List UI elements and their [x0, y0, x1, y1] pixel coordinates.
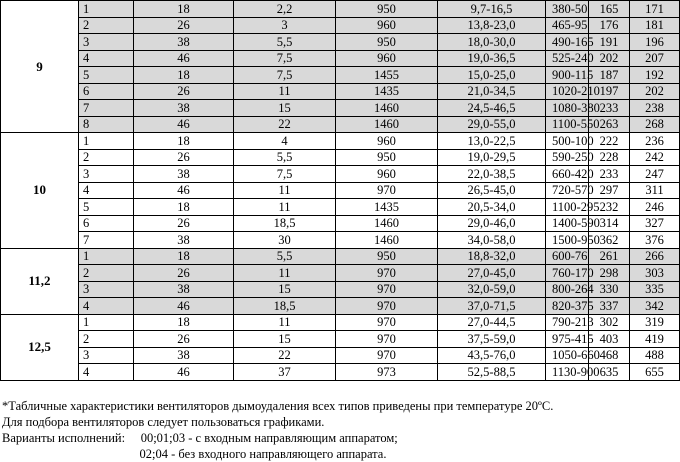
- mass-a-cell: 314: [589, 215, 630, 232]
- rpm-cell: 1460: [336, 232, 438, 249]
- pressure-range-cell: 1100-550: [546, 116, 589, 133]
- rpm-cell: 970: [336, 182, 438, 199]
- power-cell: 18,5: [234, 215, 336, 232]
- mass-b-cell: 327: [630, 215, 680, 232]
- mass-a-cell: 362: [589, 232, 630, 249]
- mass-b-cell: 335: [630, 281, 680, 298]
- variant-number-cell: 4: [79, 364, 134, 381]
- mass-a-cell: 233: [589, 100, 630, 117]
- flow-range-cell: 20,5-34,0: [438, 199, 546, 216]
- flow-range-cell: 22,0-38,5: [438, 166, 546, 183]
- mass-b-cell: 207: [630, 50, 680, 67]
- power-cell: 7,5: [234, 50, 336, 67]
- footnote-variants-2: 02;04 - без входного направляющего аппарата.: [2, 447, 387, 461]
- flow-range-cell: 21,0-34,5: [438, 83, 546, 100]
- rpm-cell: 960: [336, 166, 438, 183]
- flow-range-cell: 18,0-30,0: [438, 34, 546, 51]
- mass-b-cell: 181: [630, 17, 680, 34]
- table-row: [1, 34, 680, 51]
- rpm-cell: 950: [336, 1, 438, 18]
- variant-number-cell: 7: [79, 100, 134, 117]
- pressure-cell: 18: [134, 199, 234, 216]
- pressure-cell: 38: [134, 166, 234, 183]
- variant-number-cell: 3: [79, 34, 134, 51]
- variant-number-cell: 2: [79, 331, 134, 348]
- pressure-cell: 38: [134, 34, 234, 51]
- mass-b-cell: 342: [630, 298, 680, 315]
- table-row: [1, 50, 680, 67]
- fan-size-cell: 10: [1, 133, 79, 249]
- flow-range-cell: 37,0-71,5: [438, 298, 546, 315]
- power-cell: 11: [234, 83, 336, 100]
- pressure-range-cell: 1100-295: [546, 199, 589, 216]
- pressure-cell: 38: [134, 347, 234, 364]
- table-row: [1, 166, 680, 183]
- pressure-cell: 46: [134, 364, 234, 381]
- pressure-range-cell: 380-50: [546, 1, 589, 18]
- power-cell: 18,5: [234, 298, 336, 315]
- table-row: [1, 265, 680, 282]
- mass-b-cell: 419: [630, 331, 680, 348]
- power-cell: 15: [234, 331, 336, 348]
- rpm-cell: 950: [336, 34, 438, 51]
- table-row: [1, 215, 680, 232]
- pressure-range-cell: 760-170: [546, 265, 589, 282]
- mass-b-cell: 242: [630, 149, 680, 166]
- mass-a-cell: 233: [589, 166, 630, 183]
- rpm-cell: 970: [336, 298, 438, 315]
- variant-number-cell: 5: [79, 199, 134, 216]
- variant-number-cell: 1: [79, 1, 134, 18]
- table-row: [1, 298, 680, 315]
- table-row: [1, 17, 680, 34]
- rpm-cell: 960: [336, 50, 438, 67]
- footnotes: [2, 398, 677, 462]
- mass-b-cell: 171: [630, 1, 680, 18]
- table-row: [1, 83, 680, 100]
- variant-number-cell: 8: [79, 116, 134, 133]
- mass-a-cell: 202: [589, 50, 630, 67]
- rpm-cell: 960: [336, 17, 438, 34]
- rpm-cell: 970: [336, 347, 438, 364]
- pressure-cell: 26: [134, 215, 234, 232]
- flow-range-cell: 52,5-88,5: [438, 364, 546, 381]
- flow-range-cell: 9,7-16,5: [438, 1, 546, 18]
- pressure-range-cell: 600-76: [546, 248, 589, 265]
- mass-a-cell: 261: [589, 248, 630, 265]
- power-cell: 5,5: [234, 34, 336, 51]
- pressure-cell: 46: [134, 182, 234, 199]
- flow-range-cell: 19,0-29,5: [438, 149, 546, 166]
- power-cell: 11: [234, 265, 336, 282]
- variant-number-cell: 6: [79, 83, 134, 100]
- variant-number-cell: 1: [79, 248, 134, 265]
- power-cell: 7,5: [234, 67, 336, 84]
- rpm-cell: 970: [336, 281, 438, 298]
- rpm-cell: 1435: [336, 199, 438, 216]
- power-cell: 22: [234, 116, 336, 133]
- pressure-cell: 26: [134, 331, 234, 348]
- variant-number-cell: 7: [79, 232, 134, 249]
- pressure-cell: 18: [134, 133, 234, 150]
- fan-size-cell: 12,5: [1, 314, 79, 380]
- footnote-graphs: Для подбора вентиляторов следует пользоваться графиками.: [2, 415, 325, 429]
- variant-number-cell: 3: [79, 166, 134, 183]
- fan-size-cell: 11,2: [1, 248, 79, 314]
- pressure-cell: 46: [134, 50, 234, 67]
- pressure-range-cell: 975-415: [546, 331, 589, 348]
- mass-a-cell: 468: [589, 347, 630, 364]
- variant-number-cell: 4: [79, 298, 134, 315]
- mass-a-cell: 403: [589, 331, 630, 348]
- variant-number-cell: 2: [79, 265, 134, 282]
- mass-a-cell: 187: [589, 67, 630, 84]
- rpm-cell: 970: [336, 265, 438, 282]
- flow-range-cell: 32,0-59,0: [438, 281, 546, 298]
- mass-b-cell: 247: [630, 166, 680, 183]
- mass-a-cell: 298: [589, 265, 630, 282]
- pressure-range-cell: 660-420: [546, 166, 589, 183]
- flow-range-cell: 18,8-32,0: [438, 248, 546, 265]
- table-row: [1, 248, 680, 265]
- table-row: [1, 331, 680, 348]
- variant-number-cell: 2: [79, 17, 134, 34]
- table-row: [1, 281, 680, 298]
- table-row: [1, 199, 680, 216]
- mass-b-cell: 488: [630, 347, 680, 364]
- pressure-range-cell: 590-250: [546, 149, 589, 166]
- rpm-cell: 950: [336, 149, 438, 166]
- table-row: [1, 133, 680, 150]
- flow-range-cell: 37,5-59,0: [438, 331, 546, 348]
- mass-b-cell: 196: [630, 34, 680, 51]
- mass-a-cell: 165: [589, 1, 630, 18]
- pressure-cell: 46: [134, 116, 234, 133]
- table-row: [1, 100, 680, 117]
- variant-number-cell: 1: [79, 314, 134, 331]
- variant-number-cell: 3: [79, 281, 134, 298]
- table-row: [1, 67, 680, 84]
- flow-range-cell: 43,5-76,0: [438, 347, 546, 364]
- mass-b-cell: 376: [630, 232, 680, 249]
- variant-number-cell: 1: [79, 133, 134, 150]
- power-cell: 15: [234, 100, 336, 117]
- flow-range-cell: 34,0-58,0: [438, 232, 546, 249]
- pressure-range-cell: 1050-660: [546, 347, 589, 364]
- rpm-cell: 973: [336, 364, 438, 381]
- table-row: [1, 116, 680, 133]
- mass-a-cell: 197: [589, 83, 630, 100]
- mass-a-cell: 337: [589, 298, 630, 315]
- table-row: [1, 232, 680, 249]
- mass-a-cell: 297: [589, 182, 630, 199]
- rpm-cell: 960: [336, 133, 438, 150]
- mass-b-cell: 202: [630, 83, 680, 100]
- pressure-range-cell: 720-570: [546, 182, 589, 199]
- rpm-cell: 970: [336, 331, 438, 348]
- mass-b-cell: 238: [630, 100, 680, 117]
- pressure-cell: 38: [134, 232, 234, 249]
- flow-range-cell: 13,8-23,0: [438, 17, 546, 34]
- rpm-cell: 1460: [336, 215, 438, 232]
- power-cell: 7,5: [234, 166, 336, 183]
- variant-number-cell: 4: [79, 182, 134, 199]
- footnote-variants-1: Варианты исполнений: 00;01;03 - с входным направляющим аппаратом;: [2, 431, 398, 445]
- power-cell: 11: [234, 182, 336, 199]
- table-row: [1, 347, 680, 364]
- mass-b-cell: 266: [630, 248, 680, 265]
- table-row: [1, 1, 680, 18]
- flow-range-cell: 15,0-25,0: [438, 67, 546, 84]
- pressure-range-cell: 1080-380: [546, 100, 589, 117]
- power-cell: 22: [234, 347, 336, 364]
- pressure-cell: 38: [134, 281, 234, 298]
- flow-range-cell: 24,5-46,5: [438, 100, 546, 117]
- pressure-cell: 26: [134, 17, 234, 34]
- flow-range-cell: 29,0-55,0: [438, 116, 546, 133]
- mass-a-cell: 302: [589, 314, 630, 331]
- pressure-cell: 38: [134, 100, 234, 117]
- rpm-cell: 1460: [336, 100, 438, 117]
- pressure-range-cell: 790-213: [546, 314, 589, 331]
- pressure-cell: 18: [134, 1, 234, 18]
- pressure-range-cell: 1130-900: [546, 364, 589, 381]
- pressure-range-cell: 500-100: [546, 133, 589, 150]
- pressure-range-cell: 1020-210: [546, 83, 589, 100]
- variant-number-cell: 5: [79, 67, 134, 84]
- power-cell: 5,5: [234, 248, 336, 265]
- pressure-range-cell: 465-95: [546, 17, 589, 34]
- mass-b-cell: 236: [630, 133, 680, 150]
- pressure-range-cell: 900-115: [546, 67, 589, 84]
- mass-a-cell: 176: [589, 17, 630, 34]
- mass-b-cell: 311: [630, 182, 680, 199]
- rpm-cell: 1455: [336, 67, 438, 84]
- table-row: [1, 182, 680, 199]
- mass-b-cell: 319: [630, 314, 680, 331]
- rpm-cell: 1435: [336, 83, 438, 100]
- power-cell: 37: [234, 364, 336, 381]
- flow-range-cell: 27,0-44,5: [438, 314, 546, 331]
- variant-number-cell: 2: [79, 149, 134, 166]
- pressure-cell: 46: [134, 298, 234, 315]
- power-cell: 4: [234, 133, 336, 150]
- pressure-cell: 26: [134, 83, 234, 100]
- table-row: [1, 149, 680, 166]
- power-cell: 11: [234, 199, 336, 216]
- flow-range-cell: 13,0-22,5: [438, 133, 546, 150]
- variant-number-cell: 3: [79, 347, 134, 364]
- mass-a-cell: 228: [589, 149, 630, 166]
- pressure-cell: 26: [134, 265, 234, 282]
- flow-range-cell: 26,5-45,0: [438, 182, 546, 199]
- power-cell: 11: [234, 314, 336, 331]
- power-cell: 2,2: [234, 1, 336, 18]
- pressure-range-cell: 1400-590: [546, 215, 589, 232]
- pressure-cell: 26: [134, 149, 234, 166]
- variant-number-cell: 4: [79, 50, 134, 67]
- rpm-cell: 970: [336, 314, 438, 331]
- flow-range-cell: 27,0-45,0: [438, 265, 546, 282]
- pressure-range-cell: 525-240: [546, 50, 589, 67]
- pressure-cell: 18: [134, 248, 234, 265]
- pressure-cell: 18: [134, 67, 234, 84]
- variant-number-cell: 6: [79, 215, 134, 232]
- mass-a-cell: 330: [589, 281, 630, 298]
- mass-a-cell: 263: [589, 116, 630, 133]
- mass-b-cell: 303: [630, 265, 680, 282]
- rpm-cell: 950: [336, 248, 438, 265]
- pressure-range-cell: 1500-950: [546, 232, 589, 249]
- power-cell: 30: [234, 232, 336, 249]
- pressure-cell: 18: [134, 314, 234, 331]
- table-row: [1, 364, 680, 381]
- power-cell: 5,5: [234, 149, 336, 166]
- pressure-range-cell: 800-264: [546, 281, 589, 298]
- pressure-range-cell: 820-375: [546, 298, 589, 315]
- table-row: [1, 314, 680, 331]
- pressure-range-cell: 490-165: [546, 34, 589, 51]
- power-cell: 15: [234, 281, 336, 298]
- power-cell: 3: [234, 17, 336, 34]
- mass-a-cell: 222: [589, 133, 630, 150]
- fan-size-cell: 9: [1, 1, 79, 133]
- flow-range-cell: 19,0-36,5: [438, 50, 546, 67]
- mass-b-cell: 268: [630, 116, 680, 133]
- mass-b-cell: 655: [630, 364, 680, 381]
- flow-range-cell: 29,0-46,0: [438, 215, 546, 232]
- mass-a-cell: 232: [589, 199, 630, 216]
- rpm-cell: 1460: [336, 116, 438, 133]
- mass-b-cell: 192: [630, 67, 680, 84]
- mass-b-cell: 246: [630, 199, 680, 216]
- mass-a-cell: 635: [589, 364, 630, 381]
- mass-a-cell: 191: [589, 34, 630, 51]
- footnote-temperature: *Табличные характеристики вентиляторов дымоудаления всех типов приведены при температуре 20ºС.: [2, 399, 554, 413]
